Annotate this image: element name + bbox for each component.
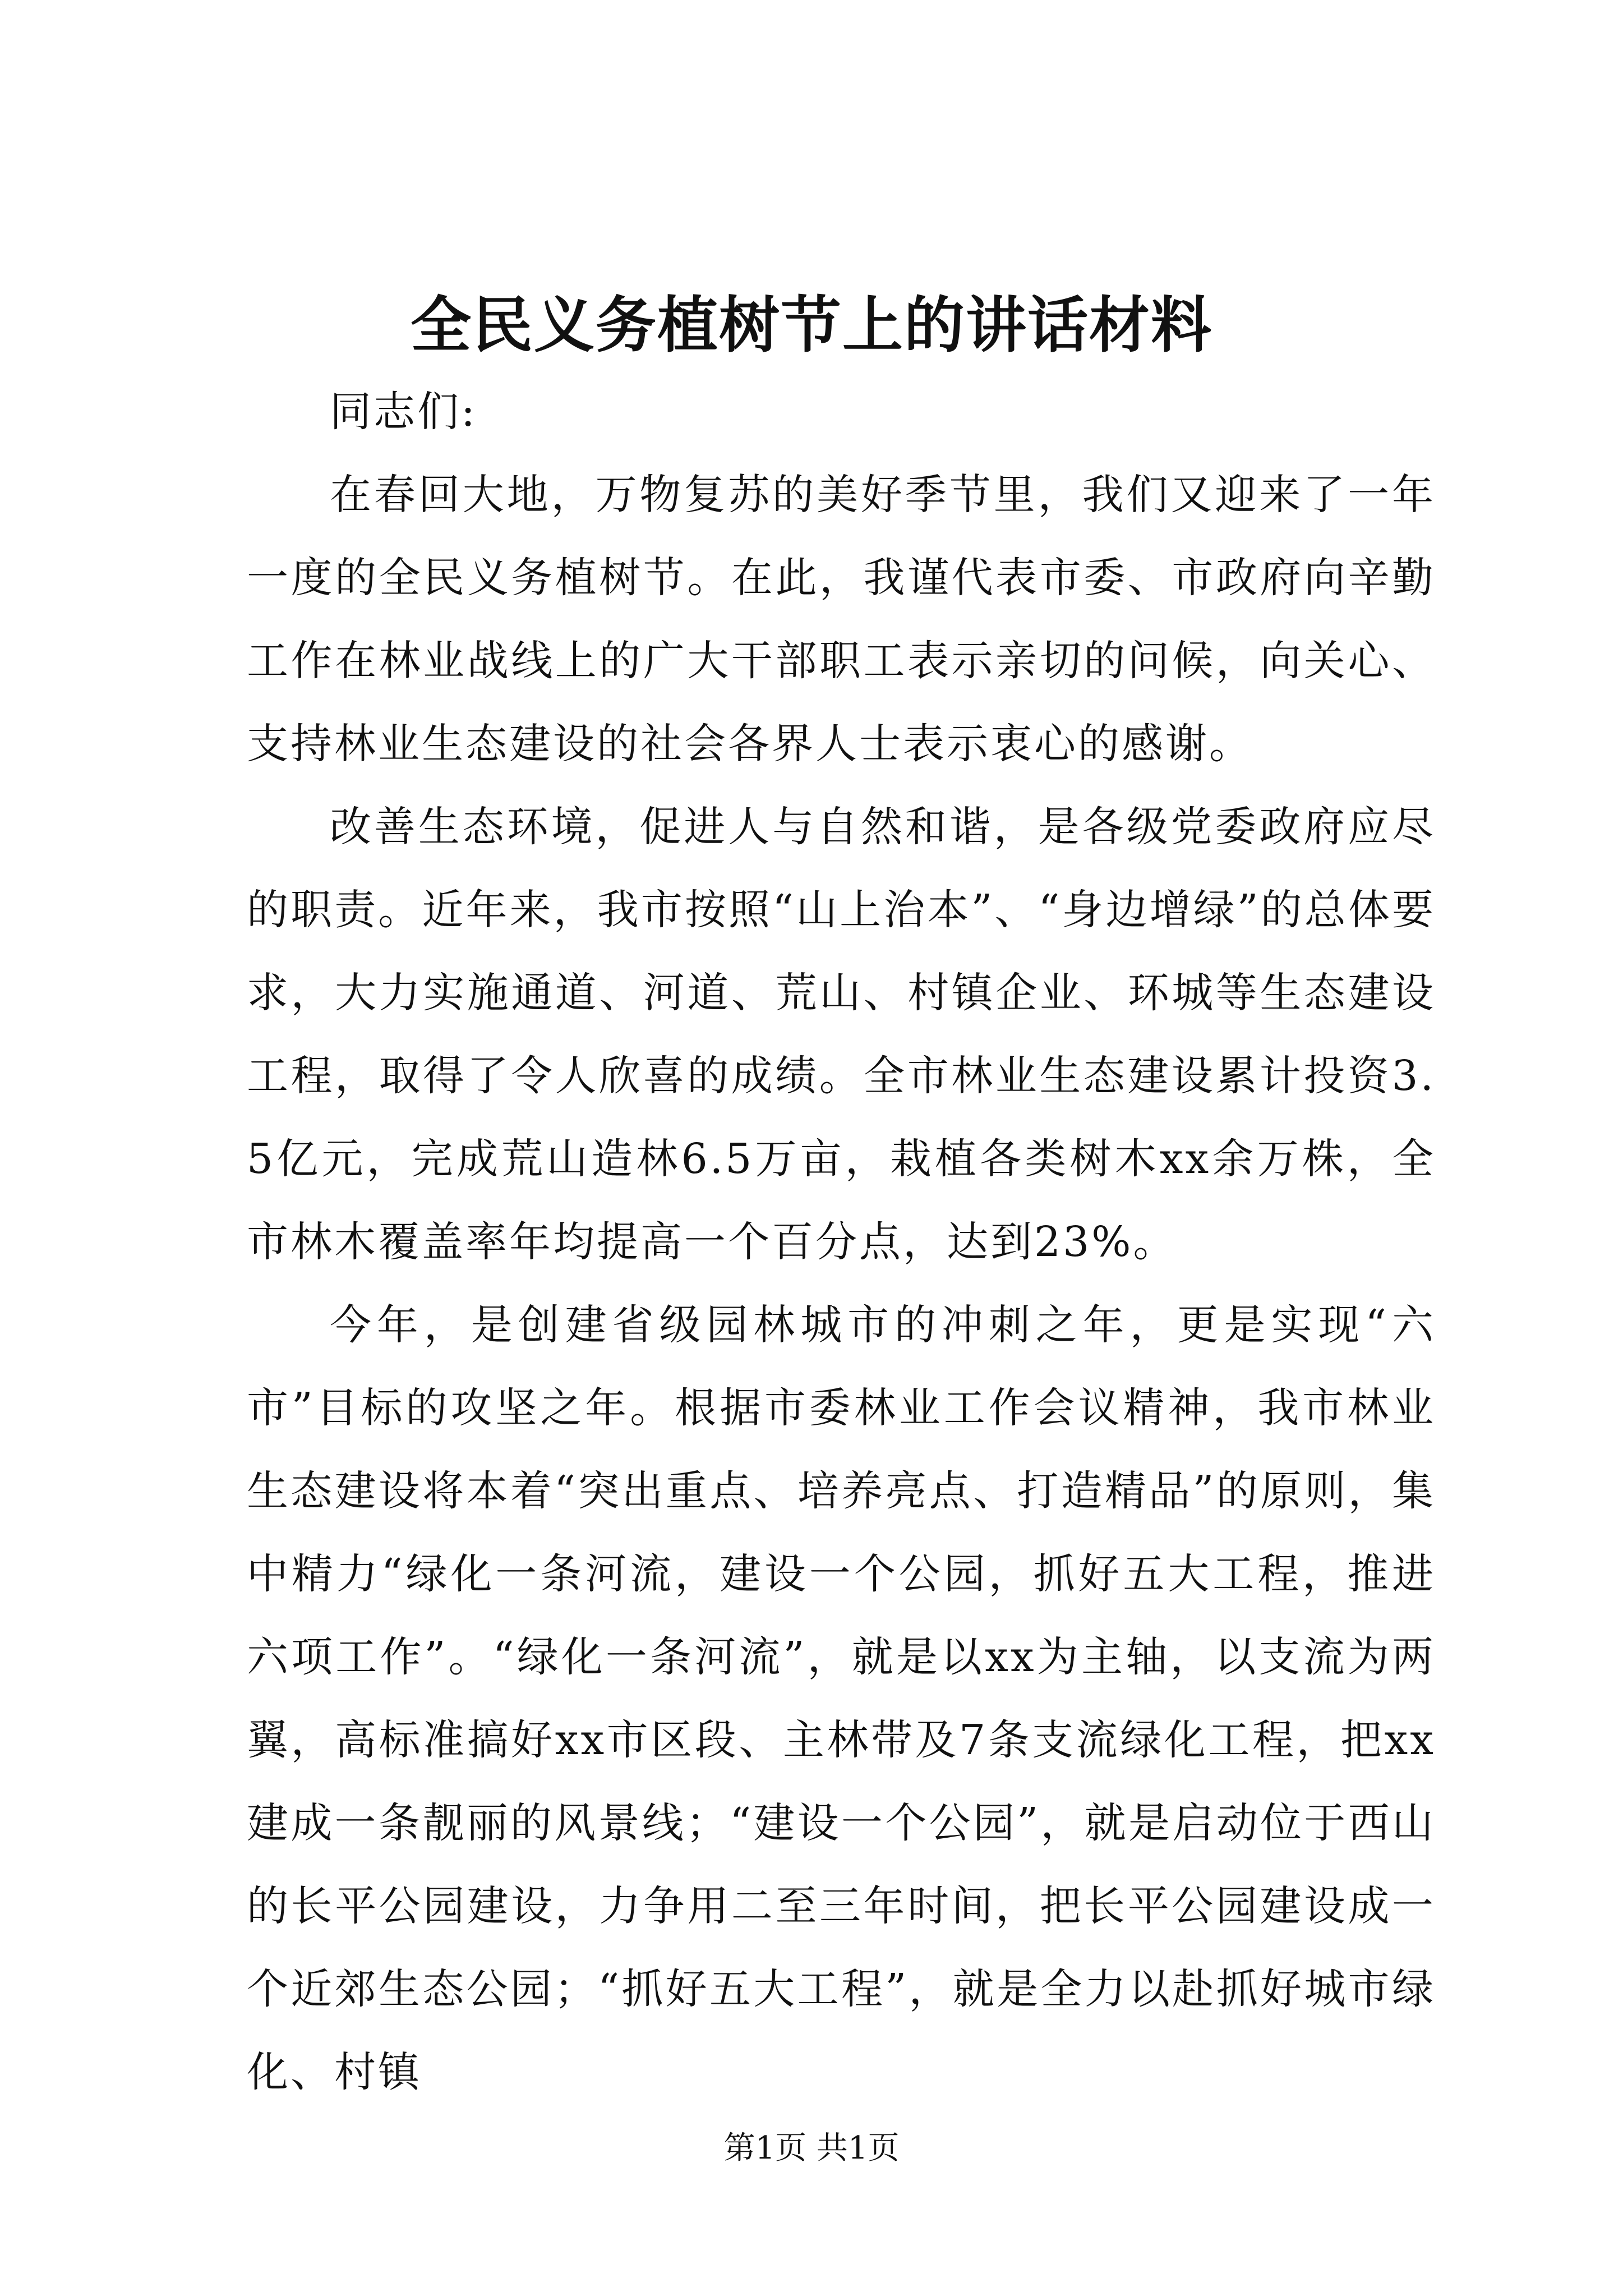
paragraph-3: 今年，是创建省级园林城市的冲刺之年，更是实现“六市”目标的攻坚之年。根据市委林业工作会议精神，我市林业生态建设将本着“突出重点、培养亮点、打造精品”的原则，集中精力“绿化一条河流，建设一个公园，抓好五大工程，推进六项工作”。“绿化一条河流”，就是以xx为主轴，以支流为两翼，高标准搞好xx市区段、主林带及7条支流绿化工程，把xx建成一条靓丽的风景线；“建设一个公园”，就是启动位于西山的长平公园建设，力争用二至三年时间，把长平公园建设成一个近郊生态公园；“抓好五大工程”，就是全力以赴抓好城市绿化、村镇 [247,1301,1436,2096]
paragraph-1: 在春回大地，万物复苏的美好季节里，我们又迎来了一年一度的全民义务植树节。在此，我谨代表市委、市政府向辛勤工作在林业战线上的广大干部职工表示亲切的问候，向关心、支持林业生态建设的社会各界人士表示衷心的感谢。 [247,471,1436,768]
document-body [247,370,1436,2114]
page-footer [0,2126,1623,2171]
salutation: 同志们: [330,388,477,436]
page-number-label: 第1页 共1页 [723,2130,900,2166]
paragraph-2: 改善生态环境，促进人与自然和谐，是各级党委政府应尽的职责。近年来，我市按照“山上治本”、“身边增绿”的总体要求，大力实施通道、河道、荒山、村镇企业、环城等生态建设工程，取得了令人欣喜的成绩。全市林业生态建设累计投资3.5亿元，完成荒山造林6.5万亩，栽植各类树木xx余万株，全市林木覆盖率年均提高一个百分点，达到23%。 [247,803,1436,1266]
document-title: 全民义务植树节上的讲话材料 [410,290,1212,361]
